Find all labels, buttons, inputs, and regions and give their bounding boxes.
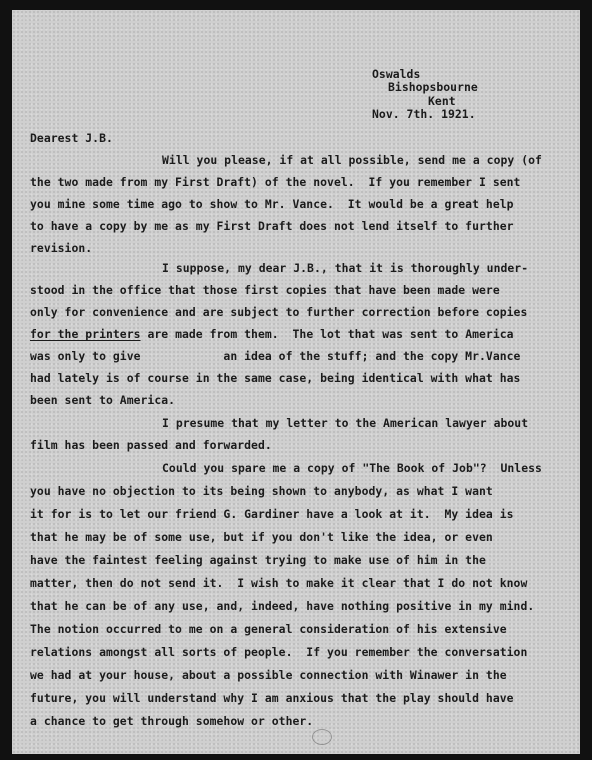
address-line-1: Oswalds	[372, 67, 421, 81]
address-line-2: Bishopsbourne	[388, 80, 478, 94]
body-line: to have a copy by me as my First Draft does not lend itself to further	[30, 219, 514, 233]
body-line: the two made from my First Draft) of the novel. If you remember I sent	[30, 175, 521, 189]
body-line: I presume that my letter to the American lawyer about	[162, 416, 529, 430]
body-line: only for convenience and are subject to further correction before copies	[30, 305, 528, 319]
body-line: Could you spare me a copy of "The Book of Job"? Unless	[162, 461, 542, 475]
body-line: been sent to America.	[30, 393, 176, 407]
body-line: have the faintest feeling against trying to make use of him in the	[30, 553, 486, 567]
archive-stamp-mark	[312, 729, 332, 745]
underlined-phrase: for the printers	[30, 327, 141, 341]
body-line: relations amongst all sorts of people. If you remember the conversation	[30, 645, 528, 659]
body-line: stood in the office that those first copies that have been made were	[30, 283, 500, 297]
body-line-rest: are made from them. The lot that was sent to America	[140, 327, 514, 341]
body-line: that he can be of any use, and, indeed, have nothing positive in my mind.	[30, 599, 535, 613]
body-line: revision.	[30, 241, 93, 255]
body-line	[30, 329, 514, 340]
letter-date: Nov. 7th. 1921.	[372, 107, 476, 121]
body-line: we had at your house, about a possible connection with Winawer in the	[30, 668, 507, 682]
body-line: a chance to get through somehow or other.	[30, 714, 314, 728]
body-line: film has been passed and forwarded.	[30, 438, 272, 452]
address-line-3: Kent	[428, 94, 456, 108]
body-line: matter, then do not send it. I wish to make it clear that I do not know	[30, 576, 528, 590]
body-line: that he may be of some use, but if you don't like the idea, or even	[30, 530, 493, 544]
body-line: future, you will understand why I am anxious that the play should have	[30, 691, 514, 705]
body-line: you mine some time ago to show to Mr. Vance. It would be a great help	[30, 197, 514, 211]
body-line: was only to give an idea of the stuff; and the copy Mr.Vance	[30, 349, 521, 363]
body-line: you have no objection to its being shown to anybody, as what I want	[30, 484, 493, 498]
body-line: Will you please, if at all possible, send me a copy (of	[162, 153, 542, 167]
body-line: it for is to let our friend G. Gardiner have a look at it. My idea is	[30, 507, 514, 521]
body-line: I suppose, my dear J.B., that it is thoroughly under-	[162, 261, 529, 275]
scan-frame	[4, 4, 586, 756]
body-line: The notion occurred to me on a general consideration of his extensive	[30, 622, 507, 636]
letter-page	[12, 10, 580, 754]
salutation: Dearest J.B.	[30, 131, 113, 145]
body-line: had lately is of course in the same case, being identical with what has	[30, 371, 521, 385]
